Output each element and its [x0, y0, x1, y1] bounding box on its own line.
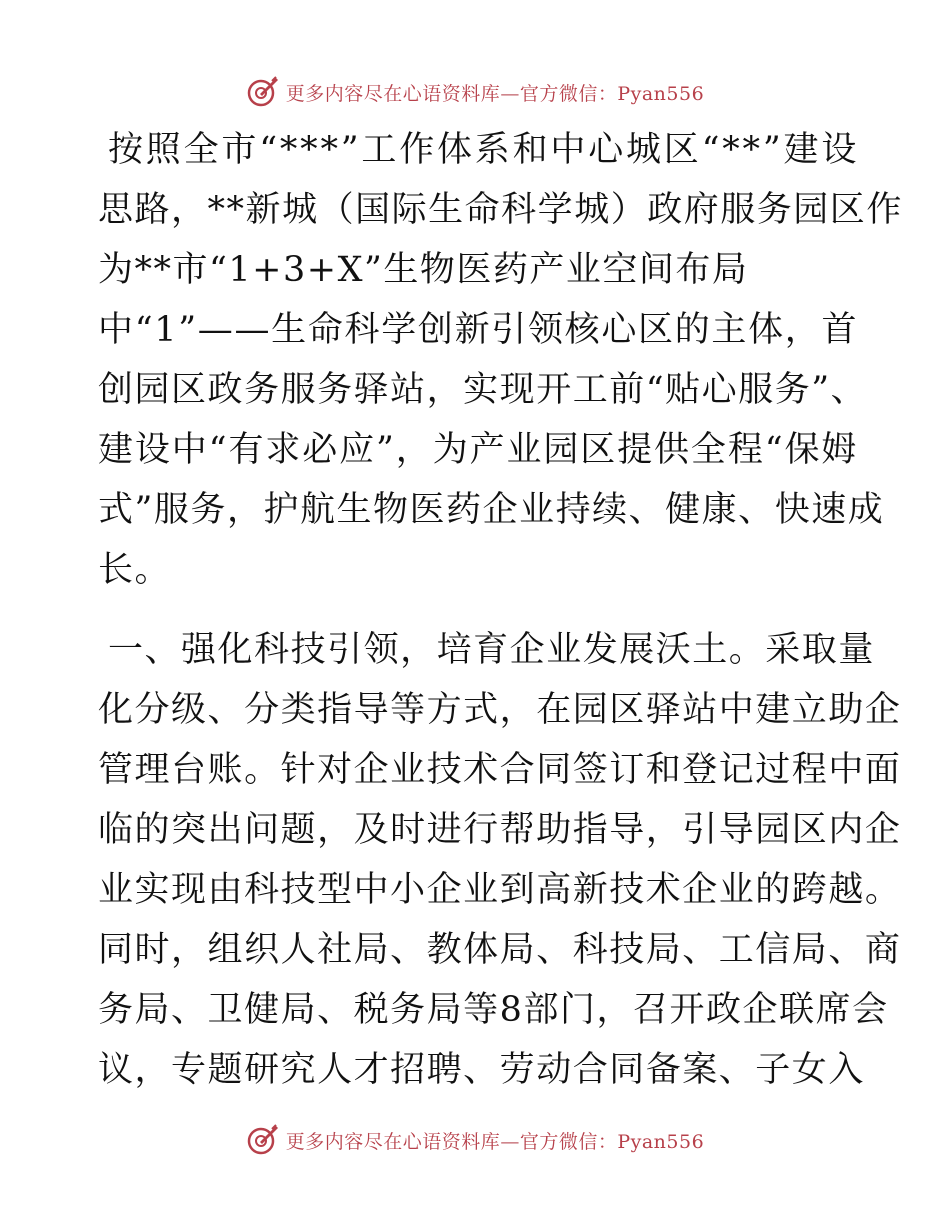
text-line: 务 局 、 卫 健 局 、 税 务 局 等 8 部 门 ， 召 开 政 企 联 席 会 [98, 990, 889, 1030]
document-body [98, 120, 903, 1100]
pen-logo-icon [246, 75, 280, 109]
watermark-text: 更多内容尽在心语资料库—官方微信：Pyan556 [285, 1130, 705, 1153]
text-line: 临 的 突 出 问 题 ， 及 时 进 行 帮 助 指 导 ， 引 导 园 区 内 企 [98, 810, 902, 850]
paragraph-1 [98, 120, 903, 600]
text-line: 管 理 台 账 。 针 对 企 业 技 术 合 同 签 订 和 登 记 过 程 中 面 [98, 750, 902, 790]
text-line: 议 ， 专 题 研 究 人 才 招 聘 、 劳 动 合 同 备 案 、 子 女 入 [98, 1050, 865, 1090]
text-line: 按 照 全 市 “ * * * ” 工 作 体 系 和 中 心 城 区 “ * * ” 建 设 [108, 130, 858, 170]
text-line: 一 、 强 化 科 技 引 领 ， 培 育 企 业 发 展 沃 土 。 采 取 量 [108, 630, 875, 670]
watermark-text: 更多内容尽在心语资料库—官方微信：Pyan556 [285, 82, 705, 105]
text-line: 同 时 ， 组 织 人 社 局 、 教 体 局 、 科 技 局 、 工 信 局 、 商 [98, 930, 902, 970]
text-line: 为**市“1+3+X”生物医药产业空间布局 [98, 250, 749, 290]
pen-logo-icon [246, 1123, 280, 1157]
text-line: 化 分 级 、 分 类 指 导 等 方 式 ， 在 园 区 驿 站 中 建 立 助 企 [98, 690, 902, 730]
paragraph-2 [98, 620, 902, 1100]
footer-watermark [0, 1120, 950, 1160]
text-line: 思 路 ， * * 新 城 （ 国 际 生 命 科 学 城 ） 政 府 服 务 园 区 作 [98, 190, 903, 230]
text-line: 业 实 现 由 科 技 型 中 小 企 业 到 高 新 技 术 企 业 的 跨 越 。 [98, 870, 902, 910]
text-line: 建 设 中 “ 有 求 必 应 ” ， 为 产 业 园 区 提 供 全 程 “ 保 姆 [98, 430, 858, 470]
header-watermark [0, 72, 950, 112]
text-line: 中 “ 1 ” — — 生 命 科 学 创 新 引 领 核 心 区 的 主 体 ， 首 [98, 310, 858, 350]
text-line: 式 ” 服 务 ， 护 航 生 物 医 药 企 业 持 续 、 健 康 、 快 速 成 [98, 490, 885, 530]
text-line: 创 园 区 政 务 服 务 驿 站 ， 实 现 开 工 前 “ 贴 心 服 务 ” 、 [98, 370, 868, 410]
text-line: 长。 [98, 550, 172, 590]
